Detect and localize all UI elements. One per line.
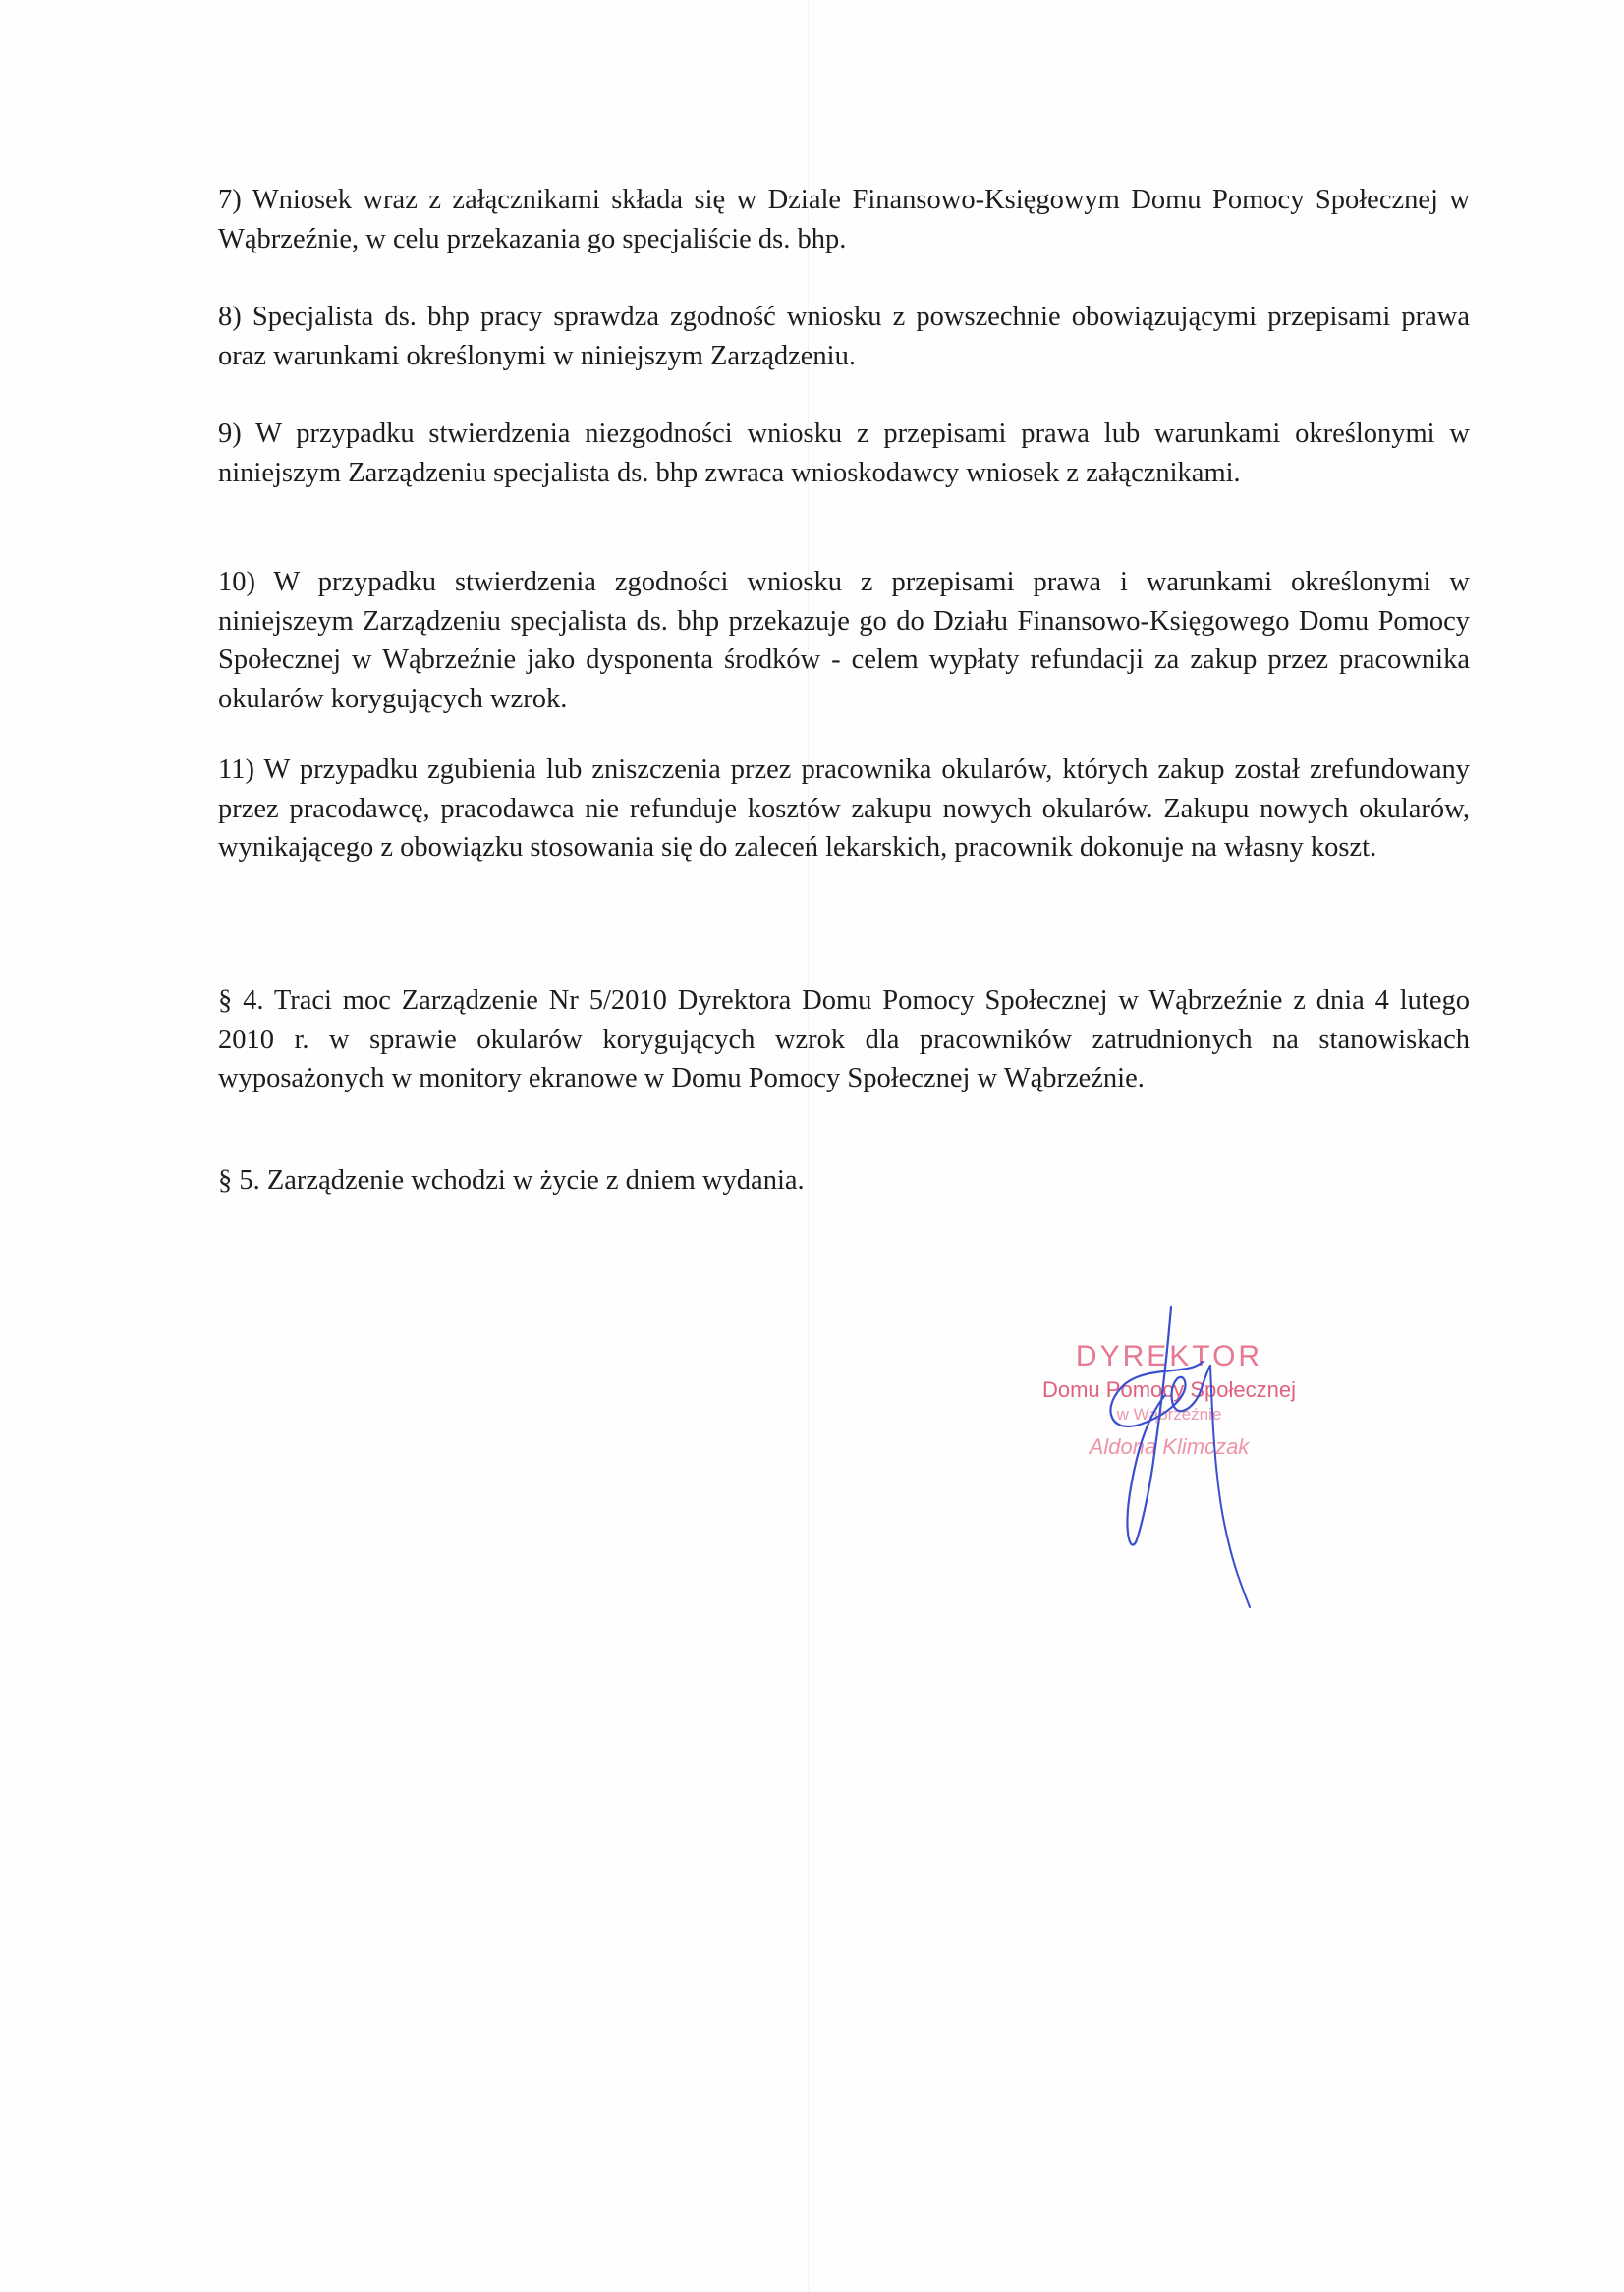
stamp-organization: Domu Pomocy Społecznej — [1041, 1377, 1296, 1402]
paragraph-11-text: 11) W przypadku zgubienia lub zniszczenia przez pracownika okularów, których zakup został zrefundowany przez pracodawcę, pracodawca nie refunduje kosztów zakupu nowych okularów. Zakupu nowych okularów, wynikającego z obowiązku stosowania się do zaleceń lekarskich, pracownik dokonuje na własny koszt. — [218, 755, 1470, 863]
paragraph-9-text: 9) W przypadku stwierdzenia niezgodności wniosku z przepisami prawa lub warunkami określonymi w niniejszym Zarządzeniu specjalista ds. bhp zwraca wnioskodawcy wniosek z załącznikami. — [218, 419, 1470, 488]
handwritten-signature-icon — [992, 1297, 1346, 1611]
section-5 — [218, 1161, 1470, 1201]
stamp-title: DYREKTOR — [1075, 1340, 1263, 1372]
section-4 — [218, 981, 1470, 1098]
stamp-location: w Wąbrzeźnie — [1116, 1405, 1222, 1424]
paragraph-8 — [218, 298, 1470, 375]
paragraph-10 — [218, 563, 1470, 718]
paragraph-11 — [218, 751, 1470, 867]
paragraph-7 — [218, 181, 1470, 258]
paragraph-8-text: 8) Specjalista ds. bhp pracy sprawdza zgodność wniosku z powszechnie obowiązującymi przepisami prawa oraz warunkami określonymi w niniejszym Zarządzeniu. — [218, 302, 1470, 371]
paragraph-9 — [218, 415, 1470, 492]
section-5-text: § 5. Zarządzenie wchodzi w życie z dniem wydania. — [218, 1165, 805, 1196]
section-4-text: § 4. Traci moc Zarządzenie Nr 5/2010 Dyrektora Domu Pomocy Społecznej w Wąbrzeźnie z dnia 4 lutego 2010 r. w sprawie okularów korygujących wzrok dla pracowników zatrudnionych na stanowiskach wyposażonych w monitory ekranowe w Domu Pomocy Społecznej w Wąbrzeźnie. — [218, 985, 1470, 1093]
signature-stroke-loop — [1110, 1362, 1210, 1426]
signature-stroke-tail — [1210, 1366, 1250, 1607]
paragraph-7-text: 7) Wniosek wraz z załącznikami składa się w Dziale Finansowo-Księgowym Domu Pomocy Społecznej w Wąbrzeźnie, w celu przekazania go specjaliście ds. bhp. — [218, 185, 1470, 254]
paragraph-10-text: 10) W przypadku stwierdzenia zgodności wniosku z przepisami prawa i warunkami określonymi w niniejszeym Zarządzeniu specjalista ds. bhp przekazuje go do Działu Finansowo-Księgowego Domu Pomocy Społecznej w Wąbrzeźnie jako dysponenta środków - celem wypłaty refundacji za zakup przez pracownika okularów korygujących wzrok. — [218, 567, 1470, 714]
stamp-name: Aldona Klimczak — [1089, 1434, 1250, 1459]
